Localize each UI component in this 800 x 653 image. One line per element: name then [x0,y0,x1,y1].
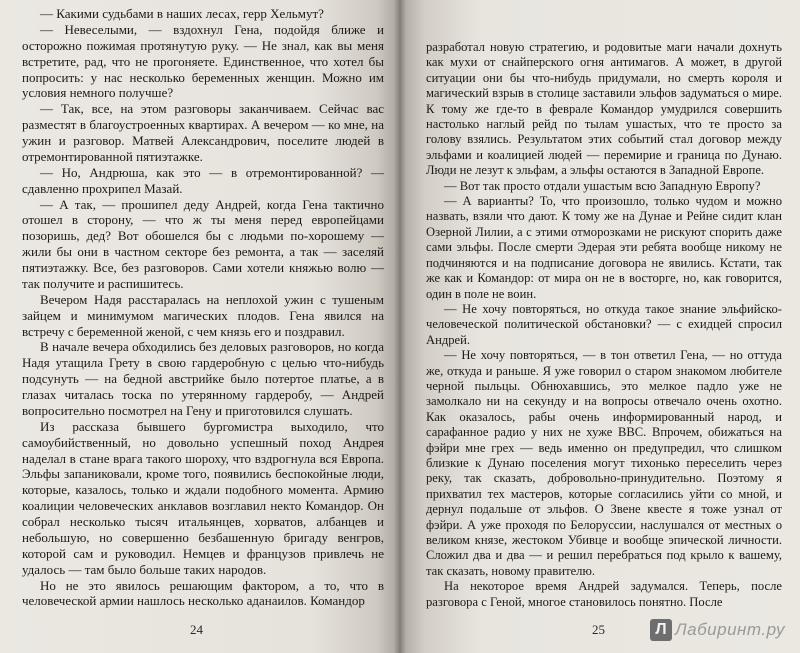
paragraph: разработал новую стратегию, и родовитые маги начали дохнуть как мухи от снайперского огня антимагов. А может, в другой ситуации они бы что-нибудь придумали, но смерть короля и магический взрыв в столице заставили эльфов задуматься о мире. К тому же где-то в феврале Командор умудрился совершить настолько наглый рейд по тылам ушастых, что те просто за голову взялись. Результатом этих событий стал договор между эльфами и коалицией людей — перемирие и граница по Дунаю. Люди не лезут к эльфам, а эльфы остаются в Западной Европе. [426,40,782,178]
paragraph: — Не хочу повторяться, но откуда такое знание эльфийско-человеческой политической обстановки? — с ехидцей спросил Андрей. [426,301,782,347]
page-number-right: 25 [592,622,605,637]
paragraph: Из рассказа бывшего бургомистра выходило, что самоубийственный, но довольно успешный поход Андрея наделал в стане врага такого шороху, что вздрогнула вся Европа. Эльфы запаниковали, кроме того, появились беспокойные люди, которые, казалось, только и ждали подобного момента. Армию коалиции человеческих анклавов возглавил некто Командор. Он собрал несколько тысяч итальянцев, хорватов, албанцев и небольшую, но совершенно безбашенную бригаду венгров, которой сам и руководил. Немцев и французов привлечь не удалось — там было больше таких народов. [22,418,384,577]
paragraph: Но не это явилось решающим фактором, а то, что в человеческой армии нашлось несколько аданаилов. Командор [22,577,384,609]
labirint-watermark [650,617,785,643]
watermark-text: Лабиринт.ру [675,620,785,639]
paragraph: — А варианты? То, что произошло, только чудом и можно назвать, взяли что дают. К тому же на Дунае и Рейне сидит клан Озерной Лилии, а с этими отморозками не рискуют спорить даже сами эльфы. После смерти Эдерая эти ребята вообще никому не подчиняются и на подписание договора не явились. Кстати, так же как и Командор: от мира он не в восторге, но, как говорится, один в поле не воин. [426,194,782,301]
paragraph: — Вот так просто отдали ушастым всю Западную Европу? [444,178,761,193]
labirint-logo-icon: Л [650,619,672,641]
right-page-text [426,40,782,610]
paragraph: — Не хочу повторяться, — в тон ответил Гена, — но оттуда же, откуда и раньше. Я уже говорил о старом знакомом любителе черной пыльцы. Обнюхавшись, это мелкое падло уже не замолкало ни на секунду и на вопросы отвечало очень охотно. Как оказалось, рабы очень информированный народ, и сарафанное радио у них не хуже BBC. Впрочем, обижаться на фэйри мне грех — ведь именно он предупредил, что слишком близкие к Дунаю поселения могут тихонько переселить через реку, так сказать, добровольно-принудительно. Поэтому я прихватил тех мастеров, которые согласились уйти со мной, и дернул подальше от эльфов. О Звене квесте я тоже узнал от фэйри. А уже проходя по Белоруссии, наслушался от местных о великом князе, жестоком Убивце и вообще эпической личности. Сложил два и два — и решил перебраться под крыло к вашему, так сказать, новому правителю. [426,348,782,578]
paragraph: В начале вечера обходились без деловых разговоров, но когда Надя утащила Грету в свою гардеробную с целью что-нибудь подсунуть — на бедной австрийке было потертое платье, а в глазах читалась тоска по утерянному гардеробу, — Андрей вопросительно посмотрел на Гену и приготовился слушать. [22,339,384,418]
page-number-left: 24 [190,622,203,637]
paragraph: Вечером Надя расстаралась на неплохой ужин с тушеным зайцем и минимумом магических плодов. Гена явился на встречу с беременной женой, с чем князь его и поздравил. [22,291,384,339]
paragraph: На некоторое время Андрей задумался. Теперь, после разговора с Геной, многое становилось понятно. После [426,579,782,609]
book-gutter [394,0,406,653]
paragraph: — Но, Андрюша, как это — в отремонтированной? — сдавленно прохрипел Мазай. [22,164,384,196]
paragraph: — Какими судьбами в наших лесах, герр Хельмут? [40,6,324,21]
left-page-text [22,6,384,609]
paragraph: — А так, — прошипел деду Андрей, когда Гена тактично отошел в сторону, — что ж ты меня перед европейцами позоришь, дед? Вот обошелся бы с людьми по-хорошему — жили бы они в частном секторе без ремонта, а так — заселяй пятиэтажку. Все, без разговоров. Сами хотели княжью волю — так получите и распишитесь. [22,196,384,291]
right-page [400,0,800,653]
paragraph: — Невеселыми, — вздохнул Гена, подойдя ближе и осторожно пожимая протянутую руку. — Не знал, как вы меня встретите, рад, что не прогоняете. Единственное, что хотел бы попросить: у нас несколько беременных женщин. Можно им условия немного получше? [22,21,384,101]
paragraph: — Так, все, на этом разговоры заканчиваем. Сейчас вас разместят в благоустроенных квартирах. А вечером — ко мне, на ужин и разговор. Матвей Александрович, поселите людей в отремонтированной пятиэтажке. [22,101,384,164]
